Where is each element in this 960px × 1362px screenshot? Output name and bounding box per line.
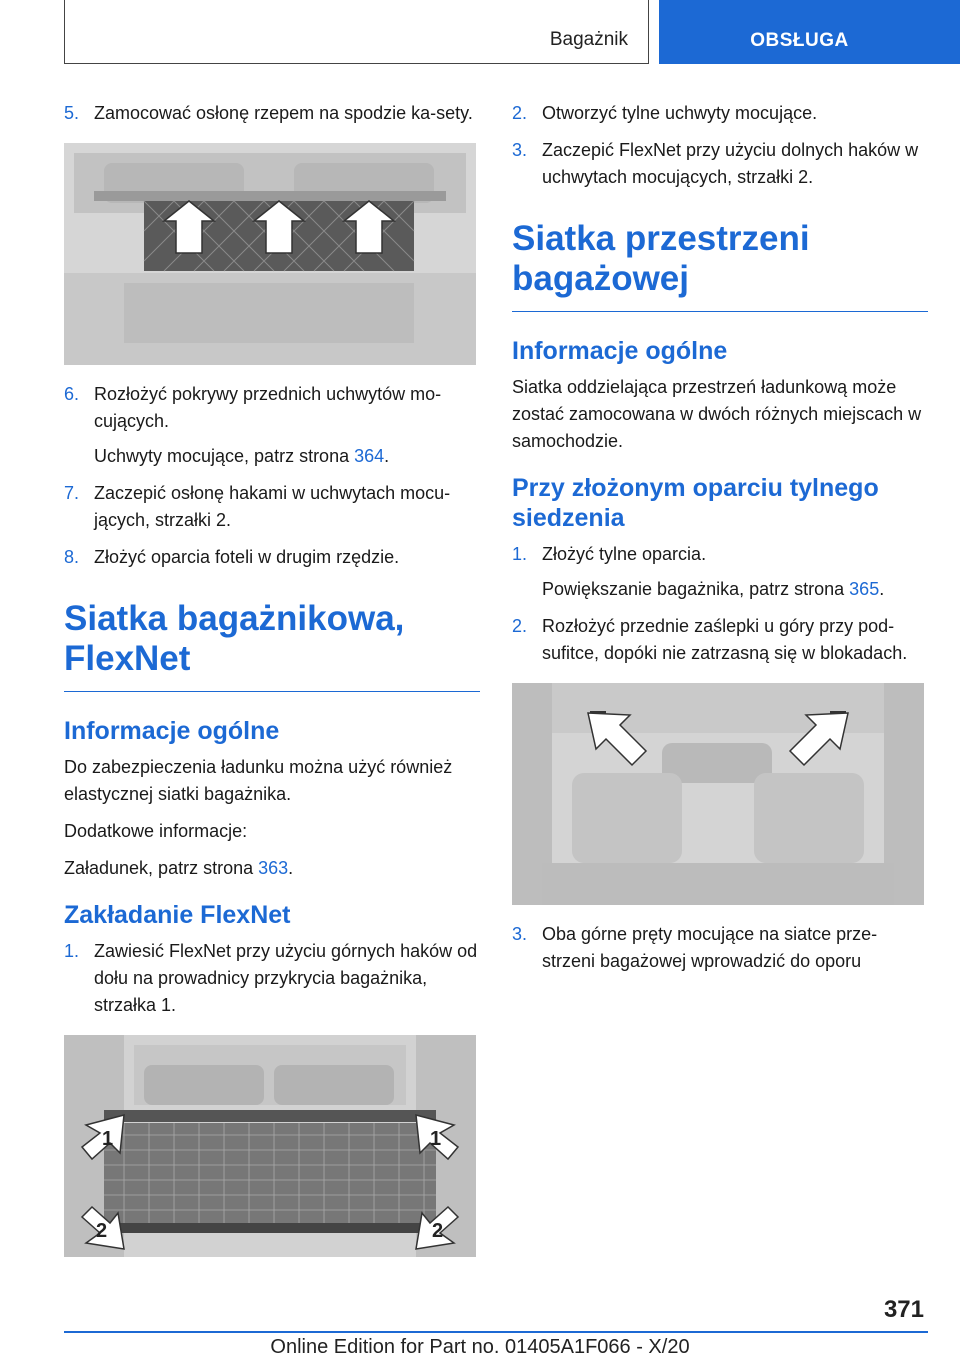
step-1-left: 1. Zawiesić FlexNet przy użyciu górnych haków od dołu na prowadnicy przykrycia bagażnika, strzałka 1. — [64, 941, 478, 1015]
heading-mount-flexnet: Zakładanie FlexNet — [64, 901, 291, 929]
heading-folded-backrest: Przy złożonym oparciu tylnego siedzenia — [512, 474, 879, 532]
step-7: 7. Zaczepić osłonę hakami w uchwytach mocu-jących, strzałki 2. — [64, 483, 451, 530]
step-1-note: Powiększanie bagażnika, patrz strona 365. — [542, 579, 885, 599]
heading-info-right: Informacje ogólne — [512, 337, 728, 365]
heading-cargo-net: Siatka przestrzeni bagażowej — [512, 219, 928, 312]
step-5: 5. Zamocować osłonę rzepem na spodzie ka-sety. — [64, 103, 473, 123]
step-3-right: 3. Zaczepić FlexNet przy użyciu dolnych haków w uchwytach mocujących, strzałki 2. — [512, 140, 919, 187]
info-para-3: Załadunek, patrz strona 363. — [64, 858, 294, 878]
step-2-right: 2. Otworzyć tylne uchwyty mocujące. — [512, 103, 818, 123]
page-link-363[interactable]: 363 — [258, 858, 289, 878]
header-chapter-tab[interactable] — [659, 0, 960, 64]
chapter-title: OBSŁUGA — [750, 30, 849, 51]
step-8: 8. Złożyć oparcia foteli w drugim rzędzie. — [64, 547, 400, 567]
page-number: 371 — [883, 1296, 924, 1323]
page-link-364[interactable]: 364 — [354, 446, 385, 466]
right-column — [512, 100, 928, 985]
info-para-2: Dodatkowe informacje: — [64, 821, 248, 841]
label-2-right: 2 — [432, 1220, 444, 1242]
step-3-right-b: 3. Oba górne pręty mocujące na siatce prze-strzeni bagażowej wprowadzić do oporu — [512, 924, 878, 971]
header-section-box — [64, 0, 649, 64]
heading-flexnet: Siatka bagażnikowa, FlexNet — [64, 599, 480, 692]
step-6: 6. Rozłożyć pokrywy przednich uchwytów mo-cujących. — [64, 384, 442, 431]
label-1-right: 1 — [430, 1128, 442, 1150]
info-para-right: Siatka oddzielająca przestrzeń ładunkową może zostać zamocowana w dwóch różnych miejscach w samochodzie. — [512, 377, 922, 451]
figure-trunk-cover-net — [64, 143, 476, 365]
step-6-note: Uchwyty mocujące, patrz strona 364. — [94, 446, 390, 466]
heading-info-left: Informacje ogólne — [64, 717, 280, 745]
section-title: Bagażnik — [549, 29, 628, 50]
page-link-365[interactable]: 365 — [849, 579, 880, 599]
footer-edition: Online Edition for Part no. 01405A1F066 - X/20 — [270, 1336, 690, 1358]
footer-divider — [64, 1331, 928, 1333]
left-column — [64, 100, 480, 1273]
step-1-right: 1. Złożyć tylne oparcia. — [512, 544, 707, 564]
figure-flexnet-install — [64, 1035, 476, 1257]
label-2-left: 2 — [96, 1220, 108, 1242]
step-2-right-b: 2. Rozłożyć przednie zaślepki u góry przy pod-sufitce, dopóki nie zatrzasną się w blokadach. — [512, 616, 908, 663]
figure-headliner-covers — [512, 683, 924, 905]
info-para-1: Do zabezpieczenia ładunku można użyć również elastycznej siatki bagażnika. — [64, 757, 453, 804]
label-1-left: 1 — [102, 1128, 114, 1150]
